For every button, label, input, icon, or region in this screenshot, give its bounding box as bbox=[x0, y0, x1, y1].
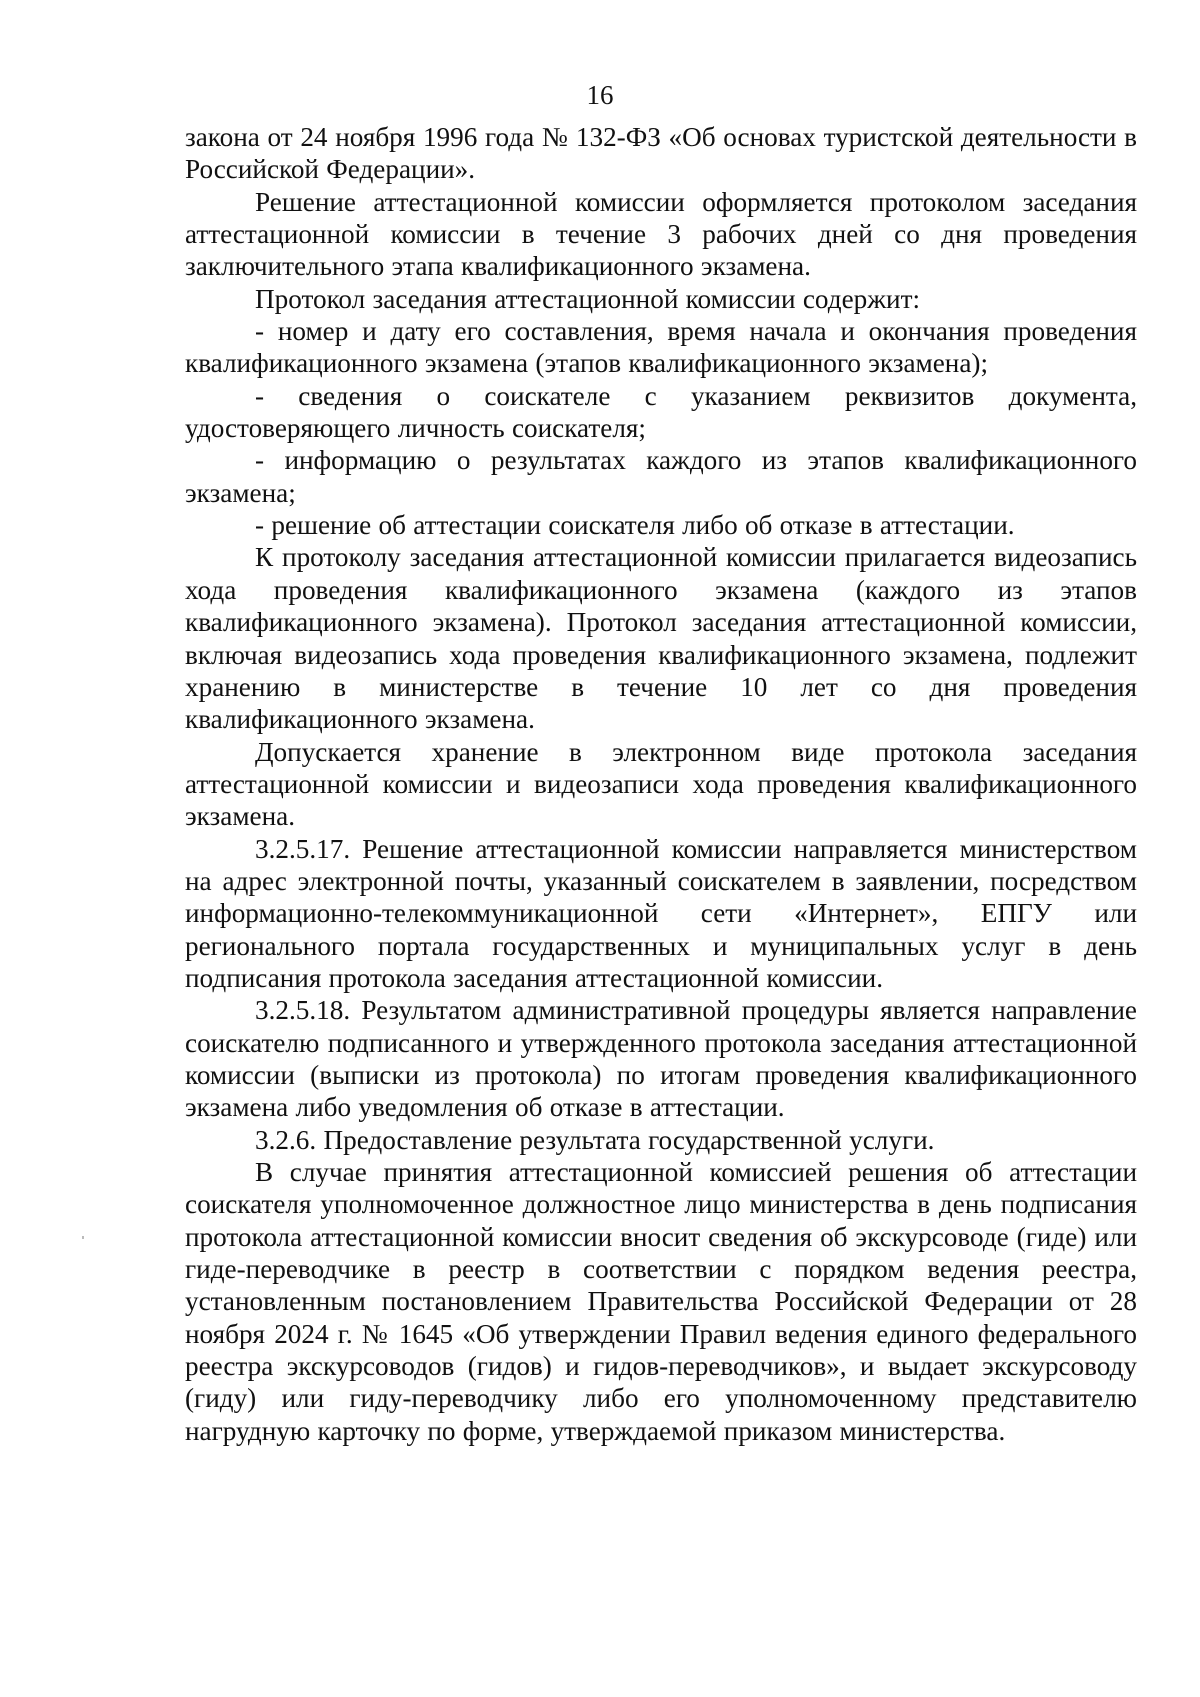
paragraph-law-reference-continuation: закона от 24 ноября 1996 года № 132-ФЗ «Об основах туристской деятельности в Российской Федерации». bbox=[185, 122, 1137, 185]
paragraph-video-recording: К протоколу заседания аттестационной комиссии прилагается видеозапись хода проведения квалификационного экзамена (каждого из этапов квалификационного экзамена). Протокол заседания аттестационной комиссии, включая видеозапись хода проведения квалификационного экзамена, подлежит хранению в министерстве в течение 10 лет со дня проведения квалификационного экзамена. bbox=[185, 542, 1137, 735]
scan-speck bbox=[82, 1236, 84, 1239]
page-number: 16 bbox=[586, 80, 614, 110]
paragraph-protocol-contents-intro: Протокол заседания аттестационной комиссии содержит: bbox=[255, 283, 920, 314]
paragraph-clause-3-2-5-18: 3.2.5.18. Результатом административной процедуры является направление соискателю подписанного и утвержденного протокола заседания аттестационной комиссии (выписки из протокола) по итогам проведения квалификационного экзамена либо уведомления об отказе в аттестации. bbox=[185, 995, 1137, 1123]
list-item-number-and-date: - номер и дату его составления, время начала и окончания проведения квалификационного экзамена (этапов квалификационного экзамена); bbox=[185, 316, 1137, 379]
list-item-applicant-info: - сведения о соискателе с указанием реквизитов документа, удостоверяющего личность соискателя; bbox=[185, 380, 1137, 444]
paragraph-protocol-decision: Решение аттестационной комиссии оформляется протоколом заседания аттестационной комиссии в течение 3 рабочих дней со дня проведения заключительного этапа квалификационного экзамена. bbox=[185, 186, 1137, 282]
list-item-stage-results: - информацию о результатах каждого из этапов квалификационного экзамена; bbox=[185, 445, 1137, 508]
paragraph-clause-3-2-6: 3.2.6. Предоставление результата государственной услуги. bbox=[255, 1124, 935, 1155]
paragraph-registry-and-badge: В случае принятия аттестационной комиссией решения об аттестации соискателя уполномоченное должностное лицо министерства в день подписания протокола аттестационной комиссии вносит сведения об экскурсоводе (гиде) или гиде-переводчике в реестр в соответствии с порядком ведения реестра, установленным постановлением Правительства Российской Федерации от 28 ноября 2024 г. № 1645 «Об утверждении Правил ведения единого федерального реестра экскурсоводов (гидов) и гидов-переводчиков», и выдает экскурсоводу (гиду) или гиду-переводчику либо его уполномоченному представителю нагрудную карточку по форме, утверждаемой приказом министерства. bbox=[185, 1157, 1137, 1446]
document-body bbox=[185, 121, 1137, 1447]
paragraph-electronic-storage: Допускается хранение в электронном виде протокола заседания аттестационной комиссии и видеозаписи хода проведения квалификационного экзамена. bbox=[185, 736, 1137, 832]
list-item-attestation-decision: - решение об аттестации соискателя либо об отказе в аттестации. bbox=[255, 510, 1015, 541]
paragraph-clause-3-2-5-17: 3.2.5.17. Решение аттестационной комиссии направляется министерством на адрес электронной почты, указанный соискателем в заявлении, посредством информационно-телекоммуникационной сети «Интернет», ЕПГУ или регионального портала государственных и муниципальных услуг в день подписания протокола заседания аттестационной комиссии. bbox=[185, 833, 1137, 993]
